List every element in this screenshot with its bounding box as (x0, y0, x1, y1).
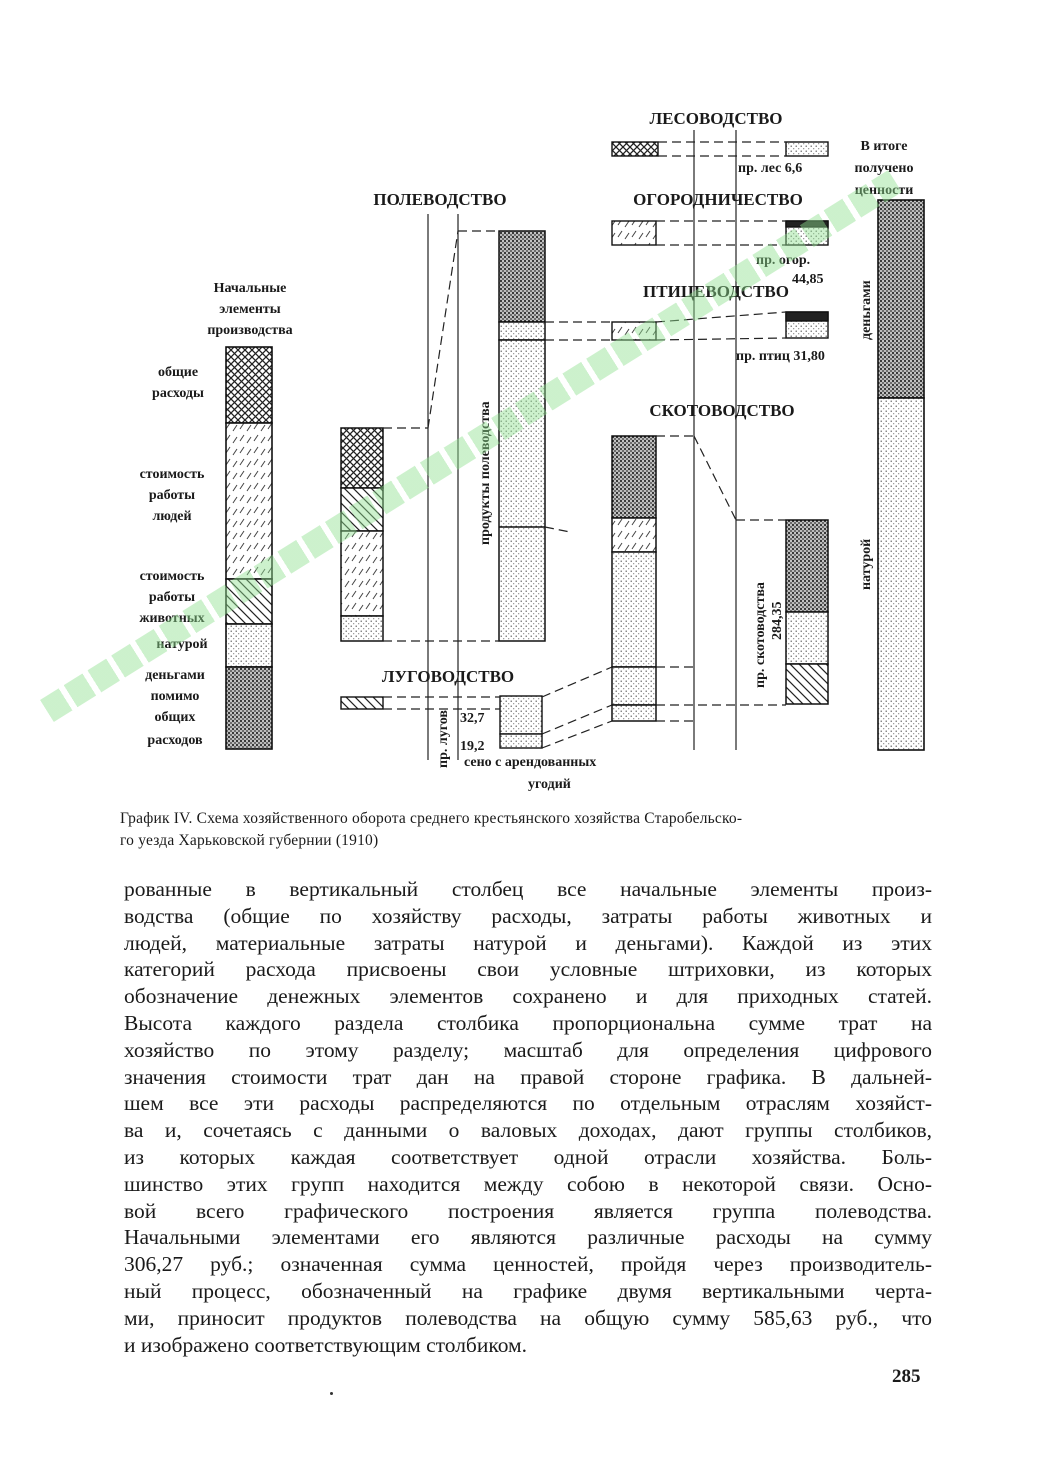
forest-products-label: пр. лес 6,6 (738, 161, 803, 176)
body-line: хозяйство по этому разделу; масштаб для определения цифрового (124, 1037, 932, 1062)
svg-text:расходов: расходов (147, 733, 203, 748)
result-in-kind-label: натурой (859, 538, 874, 590)
livestock-products-label: пр. скотоводства (753, 582, 768, 688)
body-line: из которых каждая соответствует одной отрасли хозяйства. Боль- (124, 1144, 932, 1169)
svg-text:получено: получено (854, 161, 914, 176)
body-line: ва и, сочетаясь с данными о валовых доходах, дают группы столбиков, (124, 1118, 932, 1143)
poultry-products-label: пр. птиц 31,80 (736, 349, 825, 364)
figure-caption (120, 808, 940, 852)
svg-text:ценности: ценности (854, 183, 914, 198)
body-line: значения стоимости трат дан на правой стороне графика. В дальней- (124, 1064, 932, 1089)
forestry-group (612, 142, 828, 156)
result-money-label: деньгами (859, 280, 874, 340)
livestock-products-column (786, 520, 828, 704)
meadow-value-1: 32,7 (460, 711, 485, 726)
body-line: Высота каждого раздела столбика пропорциональна сумме трат на (124, 1010, 932, 1035)
svg-text:животных: животных (139, 611, 205, 626)
svg-text:стоимость: стоимость (139, 569, 205, 584)
svg-text:элементы: элементы (219, 302, 281, 317)
meadow-value-2: 19,2 (460, 739, 485, 754)
svg-text:ОГОРОДНИЧЕСТВО: ОГОРОДНИЧЕСТВО (633, 190, 803, 209)
caption-line: График IV. Схема хозяйственного оборота среднего крестьянского хозяйства Старобельско- (120, 810, 743, 827)
svg-text:работы: работы (148, 488, 196, 503)
body-line: шем все эти расходы распределяются по отдельным отраслям хозяйст- (124, 1091, 932, 1116)
body-line: людей, материальные затраты натурой и деньгами). Каждой из этих (124, 930, 932, 955)
livestock-inputs-column (612, 436, 656, 721)
initial-elements-column (226, 347, 272, 749)
body-line: вой всего графического построения является группа полеводства. (124, 1198, 932, 1223)
svg-text:Начальные: Начальные (213, 281, 287, 296)
hay-label-1: сено с арендованных (464, 755, 597, 770)
meadow-products-label: пр. лугов (436, 710, 451, 768)
svg-text:стоимость: стоимость (139, 467, 205, 482)
svg-text:ЛЕСОВОДСТВО: ЛЕСОВОДСТВО (649, 109, 783, 128)
print-speck (330, 1392, 333, 1395)
caption-line: го уезда Харьковской губернии (1910) (120, 832, 379, 849)
svg-text:В итоге: В итоге (860, 139, 908, 154)
hay-label-2: угодий (528, 777, 571, 792)
body-line: категорий расхода присвоены свои условные штриховки, из которых (124, 957, 932, 982)
svg-text:работы: работы (148, 590, 196, 605)
field-products-label: продукты полеводства (478, 401, 493, 545)
svg-text:ПТИЦЕВОДСТВО: ПТИЦЕВОДСТВО (643, 282, 789, 301)
svg-text:производства: производства (207, 323, 293, 338)
svg-text:ЛУГОВОДСТВО: ЛУГОВОДСТВО (381, 667, 515, 686)
body-line: шинство этих групп находится между собою в некоторой связи. Осно- (124, 1171, 932, 1196)
garden-products-label: пр. огор. (756, 253, 811, 268)
svg-text:людей: людей (152, 509, 192, 524)
svg-text:СКОТОВОДСТВО: СКОТОВОДСТВО (649, 401, 795, 420)
body-line: обозначение денежных элементов сохранено и для приходных статей. (124, 984, 932, 1009)
result-column (878, 200, 924, 750)
body-line: ный процесс, обозначенный на графике двумя вертикальными черта- (124, 1278, 932, 1303)
body-line: рованные в вертикальный столбец все начальные элементы произ- (124, 877, 932, 901)
body-line: Начальными элементами его являются различные расходы на сумму (124, 1225, 932, 1250)
svg-text:общих: общих (154, 710, 196, 725)
svg-text:деньгами: деньгами (145, 668, 205, 683)
svg-text:помимо: помимо (150, 689, 200, 704)
body-line: 306,27 руб.; означенная сумма ценностей, пройдя через производитель- (124, 1252, 932, 1277)
body-paragraph (124, 876, 932, 1358)
svg-text:общие: общие (157, 365, 199, 380)
svg-text:натурой: натурой (156, 637, 208, 652)
svg-text:ПОЛЕВОДСТВО: ПОЛЕВОДСТВО (373, 190, 507, 209)
body-line: и изображено соответствующим столбиком. (124, 1332, 528, 1357)
svg-text:расходы: расходы (152, 386, 204, 401)
body-line: водства (общие по хозяйству расходы, затраты работы животных и (124, 903, 932, 928)
initial-elements-labels (139, 365, 207, 748)
section-titles (373, 109, 802, 686)
livestock-products-value: 284,35 (770, 601, 785, 640)
initial-elements-header (207, 281, 292, 338)
body-line: ми, приносит продуктов полеводства на общую сумму 585,63 руб., что (124, 1305, 932, 1330)
page-number: 285 (892, 1366, 921, 1387)
garden-products-value: 44,85 (792, 272, 824, 287)
